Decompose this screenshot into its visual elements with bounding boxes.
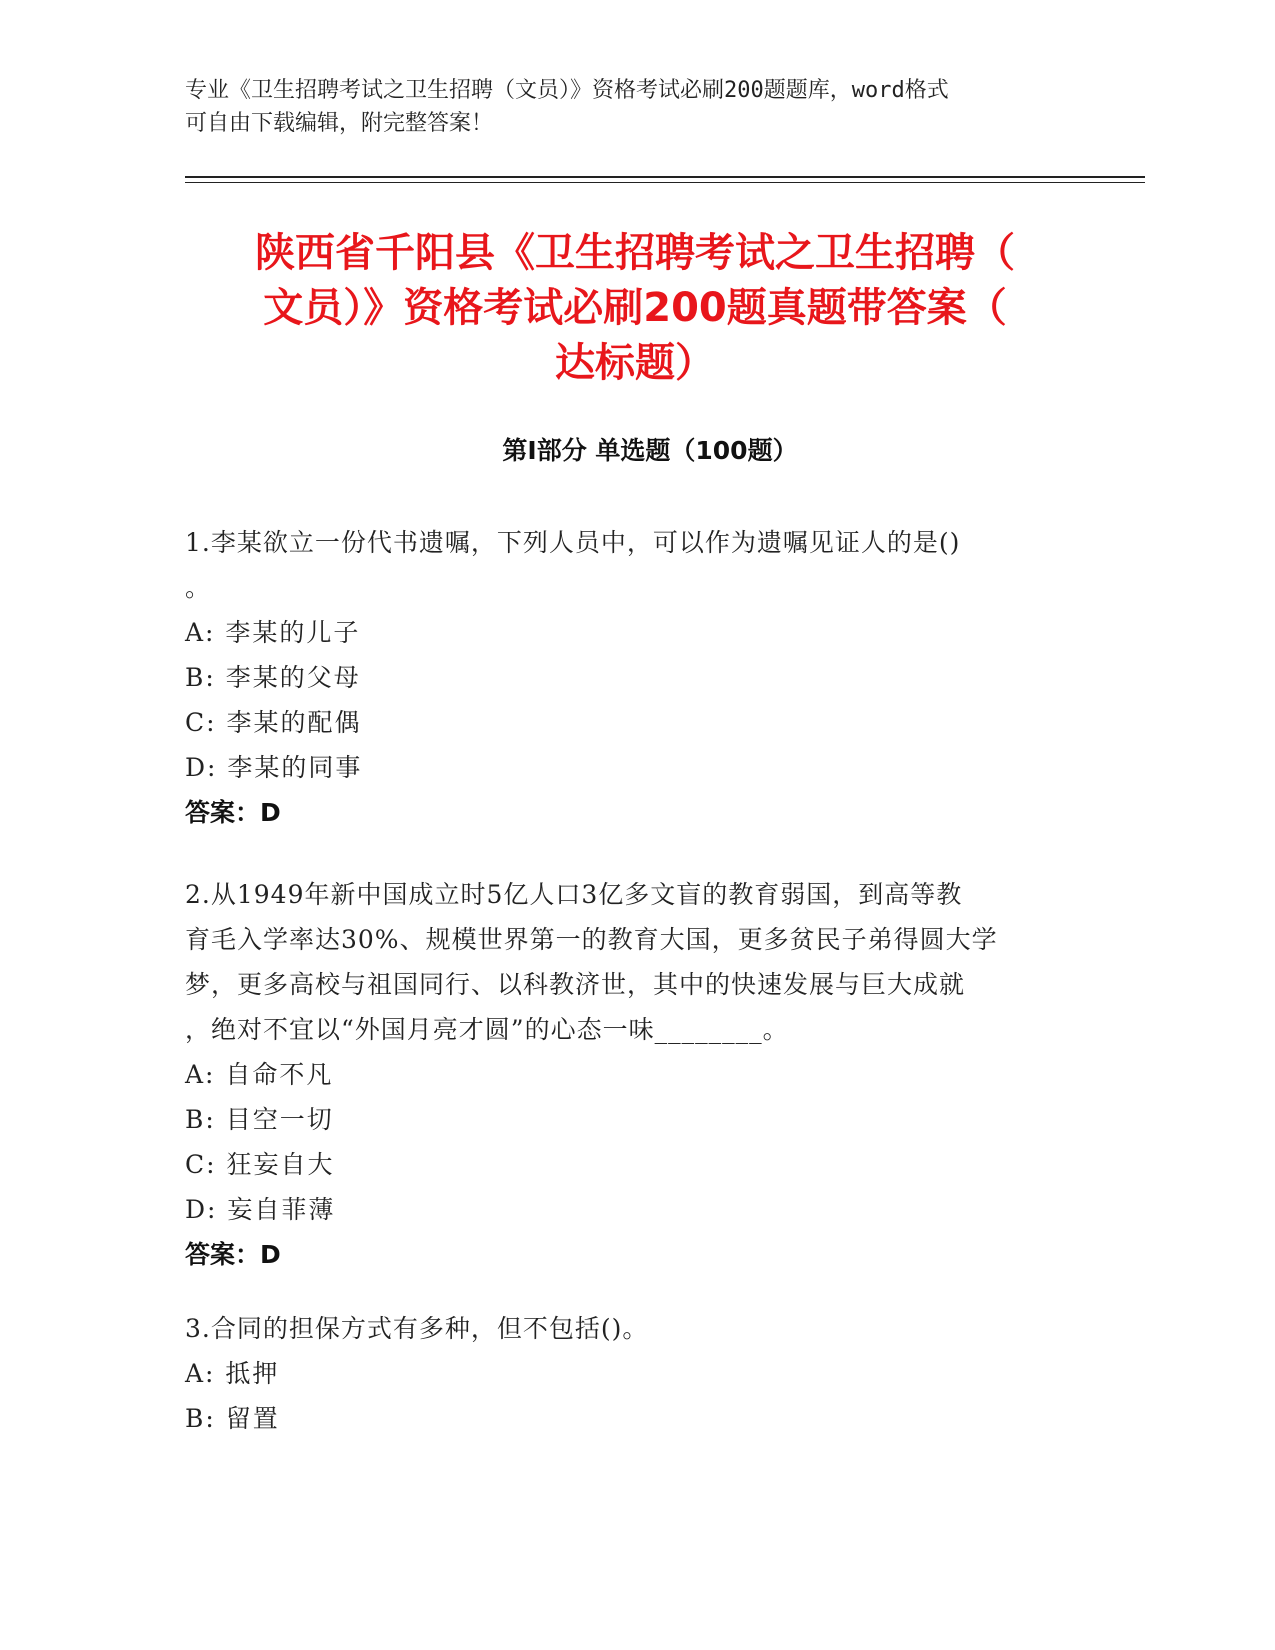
option-b: B: 留置 [185, 1404, 280, 1433]
option-c: C: 李某的配偶 [185, 708, 362, 737]
section-title: 第Ⅰ部分 单选题（100题） [502, 436, 798, 465]
title-line: 陕西省千阳县《卫生招聘考试之卫生招聘（ [255, 230, 1015, 276]
option-c: C: 狂妄自大 [185, 1150, 335, 1179]
option-a: A: 抵押 [185, 1359, 280, 1388]
option-d: D: 妄自菲薄 [185, 1195, 336, 1224]
answer: 答案：D [185, 798, 281, 827]
header-divider [185, 182, 1145, 183]
option-a: A: 李某的儿子 [185, 618, 361, 647]
header-note [185, 74, 1065, 140]
question-text: 。 [185, 573, 212, 602]
question-text: 1.李某欲立一份代书遗嘱，下列人员中，可以作为遗嘱见证人的是() [185, 528, 961, 557]
option-a: A: 自命不凡 [185, 1060, 334, 1089]
question-text: 3.合同的担保方式有多种，但不包括()。 [185, 1314, 649, 1343]
title-line: 文员）》资格考试必刷200题真题带答案（ [263, 285, 1007, 331]
option-d: D: 李某的同事 [185, 753, 363, 782]
question-text: 2.从1949年新中国成立时5亿人口3亿多文盲的教育弱国，到高等教 [185, 880, 963, 909]
option-b: B: 目空一切 [185, 1105, 334, 1134]
question-text: ，绝对不宜以“外国月亮才圆”的心态一味________。 [185, 1015, 789, 1044]
document-title [175, 226, 1095, 391]
title-line: 达标题） [555, 340, 715, 386]
option-b: B: 李某的父母 [185, 663, 361, 692]
answer: 答案：D [185, 1240, 281, 1269]
question-2 [185, 872, 1085, 1277]
header-divider [185, 176, 1145, 178]
question-1 [185, 520, 1085, 835]
question-text: 梦，更多高校与祖国同行、以科教济世，其中的快速发展与巨大成就 [185, 970, 966, 999]
header-note-line: 专业《卫生招聘考试之卫生招聘（文员）》资格考试必刷200题题库，word格式 [185, 78, 949, 103]
question-text: 育毛入学率达30%、规模世界第一的教育大国，更多贫民子弟得圆大学 [185, 925, 998, 954]
question-3 [185, 1306, 1085, 1441]
header-note-line: 可自由下载编辑，附完整答案！ [185, 111, 494, 136]
